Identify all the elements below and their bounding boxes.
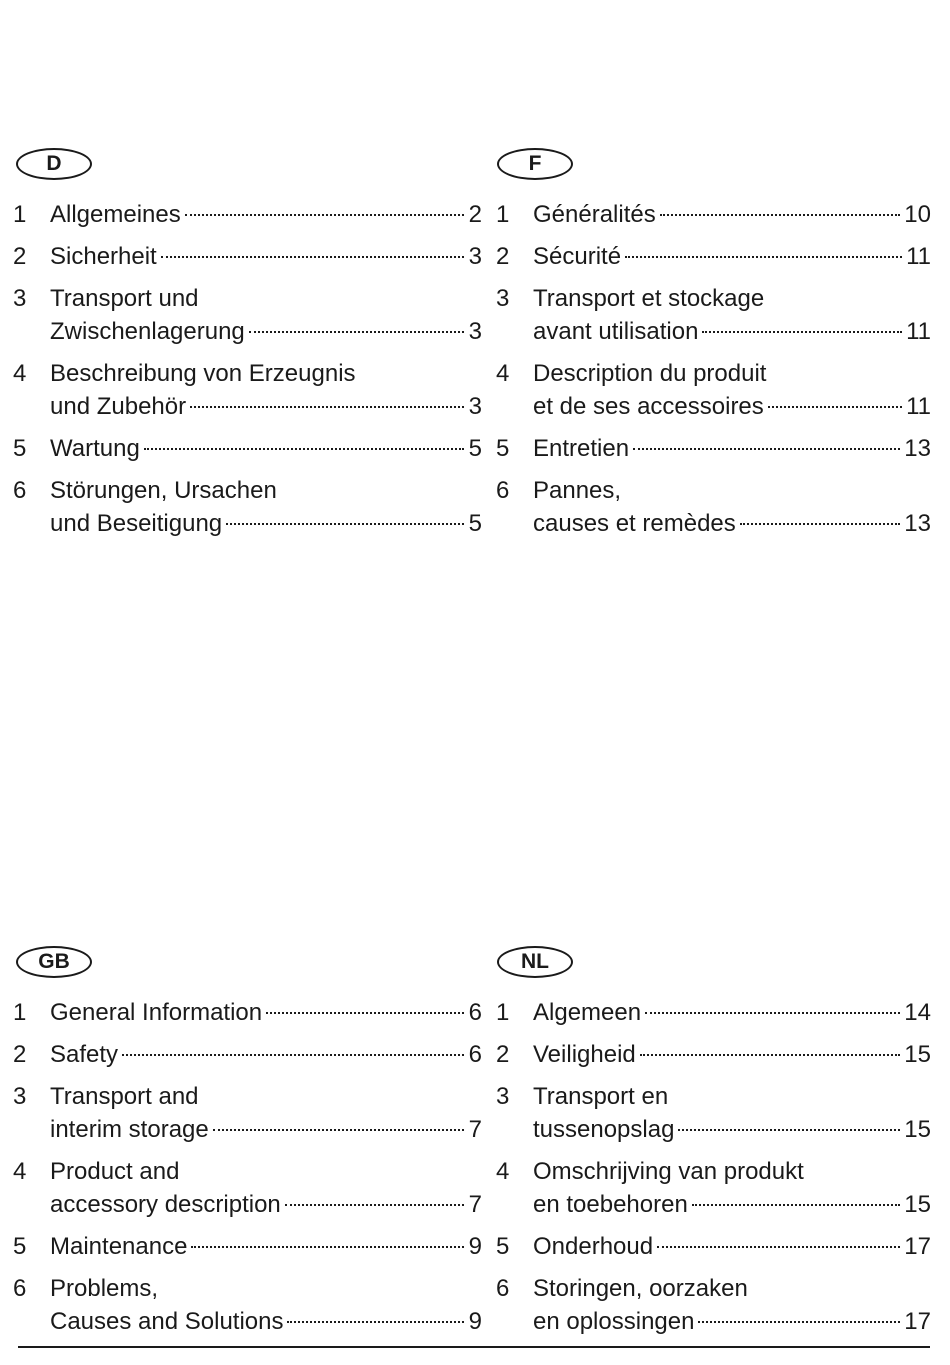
toc-entry (13, 1272, 482, 1338)
toc-entry-line (533, 1230, 931, 1263)
toc-entry-line (533, 240, 931, 273)
toc-entry-number: 5 (13, 1233, 27, 1260)
dot-leader (191, 1245, 464, 1248)
language-badge-gb: GB (16, 946, 92, 978)
toc-entry-line (533, 1113, 931, 1146)
toc-page-number: 6 (468, 999, 482, 1026)
toc-entry-title: Algemeen (533, 999, 642, 1026)
toc-page-number: 15 (904, 1116, 931, 1143)
toc-entry-number: 6 (496, 477, 510, 504)
language-badge-f: F (497, 148, 573, 180)
toc-entry-line (533, 1305, 931, 1338)
toc-entry-title: Transport and (50, 1083, 199, 1110)
toc-entry-title: en oplossingen (533, 1308, 695, 1335)
toc-entry-line (50, 1155, 482, 1188)
toc-entry (496, 357, 931, 423)
toc-entry-line (533, 1038, 931, 1071)
toc-page-number: 11 (906, 318, 931, 345)
toc-entry-line (50, 1113, 482, 1146)
toc-entry-line (50, 1080, 482, 1113)
toc-entry (496, 198, 931, 231)
toc-entry-line (50, 1188, 482, 1221)
toc-entry (13, 474, 482, 540)
dot-leader (692, 1203, 900, 1206)
toc-entry-number: 2 (496, 1041, 510, 1068)
toc-entry (13, 996, 482, 1029)
toc-entry-number: 6 (496, 1275, 510, 1302)
dot-leader (285, 1203, 464, 1206)
bottom-divider (18, 1346, 930, 1348)
toc-entry-line (533, 996, 931, 1029)
dot-leader (226, 522, 464, 525)
toc-page-number: 6 (468, 1041, 482, 1068)
toc-entry-title: accessory description (50, 1191, 281, 1218)
toc-entry-number: 3 (13, 1083, 27, 1110)
dot-leader (640, 1053, 901, 1056)
toc-section-d (13, 148, 482, 549)
toc-entry-title: Sicherheit (50, 243, 157, 270)
toc-entry-title: und Zubehör (50, 393, 187, 420)
toc-entry-title: Omschrijving van produkt (533, 1158, 804, 1185)
dot-leader (660, 213, 901, 216)
toc-entry-title: Transport en (533, 1083, 669, 1110)
toc-entry-line (50, 996, 482, 1029)
toc-page-number: 11 (906, 393, 931, 420)
toc-entry (13, 1080, 482, 1146)
toc-page-number: 14 (904, 999, 931, 1026)
toc-page-number: 13 (904, 435, 931, 462)
toc-entry-number: 5 (496, 1233, 510, 1260)
toc-page-number: 17 (904, 1233, 931, 1260)
toc-page-number: 13 (904, 510, 931, 537)
toc-entry-title: tussenopslag (533, 1116, 675, 1143)
toc-entry-number: 6 (13, 1275, 27, 1302)
toc-entry-title: en toebehoren (533, 1191, 688, 1218)
toc-entry-title: Safety (50, 1041, 119, 1068)
toc-list-nl (496, 996, 931, 1338)
toc-entry-title: General Information (50, 999, 263, 1026)
toc-entry (496, 1272, 931, 1338)
toc-entry-number: 3 (496, 1083, 510, 1110)
dot-leader (213, 1128, 464, 1131)
toc-entry-title: et de ses accessoires (533, 393, 764, 420)
dot-leader (633, 447, 900, 450)
toc-entry (13, 282, 482, 348)
toc-entry-line (533, 474, 931, 507)
toc-entry-number: 5 (496, 435, 510, 462)
language-badge-d: D (16, 148, 92, 180)
toc-page-number: 9 (468, 1233, 482, 1260)
toc-entry-number: 2 (496, 243, 510, 270)
toc-entry-title: Wartung (50, 435, 140, 462)
toc-entry-title: Entretien (533, 435, 630, 462)
toc-entry-number: 5 (13, 435, 27, 462)
dot-leader (702, 330, 902, 333)
toc-entry (13, 1230, 482, 1263)
toc-entry-number: 6 (13, 477, 27, 504)
toc-entry (13, 1038, 482, 1071)
toc-entry-line (533, 1272, 931, 1305)
toc-entry (496, 282, 931, 348)
toc-entry-line (533, 507, 931, 540)
toc-entry-number: 4 (13, 360, 27, 387)
toc-entry (13, 432, 482, 465)
toc-entry (13, 240, 482, 273)
dot-leader (740, 522, 901, 525)
toc-page-number: 10 (904, 201, 931, 228)
toc-page-number: 7 (468, 1116, 482, 1143)
dot-leader (625, 255, 902, 258)
toc-entry-title: Pannes, (533, 477, 622, 504)
toc-entry-number: 2 (13, 1041, 27, 1068)
toc-entry (496, 474, 931, 540)
toc-page-number: 3 (468, 243, 482, 270)
dot-leader (144, 447, 464, 450)
toc-entry-line (533, 282, 931, 315)
toc-entry (496, 1155, 931, 1221)
toc-entry-line (50, 240, 482, 273)
toc-entry-line (50, 1272, 482, 1305)
dot-leader (266, 1011, 464, 1014)
toc-entry-title: Allgemeines (50, 201, 181, 228)
toc-entry-line (50, 1038, 482, 1071)
toc-entry-line (50, 390, 482, 423)
dot-leader (768, 405, 902, 408)
dot-leader (122, 1053, 464, 1056)
dot-leader (161, 255, 464, 258)
toc-entry-title: causes et remèdes (533, 510, 736, 537)
toc-entry-title: Beschreibung von Erzeugnis (50, 360, 356, 387)
toc-entry-number: 1 (496, 999, 510, 1026)
toc-section-f (496, 148, 931, 549)
toc-entry-title: Sécurité (533, 243, 622, 270)
toc-entry-line (533, 1155, 931, 1188)
toc-entry-title: Transport und (50, 285, 199, 312)
toc-list-d (13, 198, 482, 540)
toc-entry-line (50, 1305, 482, 1338)
toc-entry-title: Maintenance (50, 1233, 188, 1260)
toc-page-number: 17 (904, 1308, 931, 1335)
toc-entry-line (533, 315, 931, 348)
toc-entry-title: Veiligheid (533, 1041, 636, 1068)
toc-entry-number: 4 (496, 1158, 510, 1185)
toc-page-number: 11 (906, 243, 931, 270)
toc-entry (13, 357, 482, 423)
toc-entry-title: Généralités (533, 201, 656, 228)
toc-page-number: 5 (468, 435, 482, 462)
toc-entry-number: 1 (13, 999, 27, 1026)
toc-entry-number: 3 (496, 285, 510, 312)
toc-entry-number: 1 (496, 201, 510, 228)
toc-entry-number: 4 (13, 1158, 27, 1185)
toc-entry (496, 240, 931, 273)
toc-entry (13, 1155, 482, 1221)
dot-leader (190, 405, 464, 408)
toc-list-f (496, 198, 931, 540)
toc-page-number: 3 (468, 393, 482, 420)
toc-section-gb (13, 946, 482, 1347)
dot-leader (287, 1320, 464, 1323)
toc-entry-title: Störungen, Ursachen (50, 477, 277, 504)
dot-leader (645, 1011, 900, 1014)
toc-page-number: 5 (468, 510, 482, 537)
dot-leader (678, 1128, 900, 1131)
toc-entry-line (50, 507, 482, 540)
toc-entry-line (50, 357, 482, 390)
dot-leader (657, 1245, 900, 1248)
toc-entry-line (533, 357, 931, 390)
toc-entry-line (50, 432, 482, 465)
toc-entry-title: Storingen, oorzaken (533, 1275, 748, 1302)
toc-entry-line (50, 198, 482, 231)
toc-entry-title: Onderhoud (533, 1233, 654, 1260)
toc-entry-title: Product and (50, 1158, 180, 1185)
toc-entry-title: interim storage (50, 1116, 209, 1143)
toc-entry-number: 1 (13, 201, 27, 228)
toc-entry-number: 2 (13, 243, 27, 270)
toc-entry-line (50, 474, 482, 507)
toc-page-number: 3 (468, 318, 482, 345)
toc-entry-title: Transport et stockage (533, 285, 765, 312)
dot-leader (249, 330, 464, 333)
dot-leader (698, 1320, 900, 1323)
toc-entry-title: Description du produit (533, 360, 767, 387)
toc-entry-title: Problems, (50, 1275, 159, 1302)
toc-entry-line (50, 315, 482, 348)
toc-entry-line (533, 198, 931, 231)
toc-entry-line (50, 282, 482, 315)
toc-page-number: 7 (468, 1191, 482, 1218)
toc-entry-line (533, 390, 931, 423)
toc-entry-number: 3 (13, 285, 27, 312)
toc-entry-title: Causes and Solutions (50, 1308, 284, 1335)
toc-entry (496, 432, 931, 465)
toc-section-nl (496, 946, 931, 1347)
toc-page-number: 15 (904, 1191, 931, 1218)
toc-entry-number: 4 (496, 360, 510, 387)
toc-entry-line (533, 432, 931, 465)
toc-entry (496, 1080, 931, 1146)
toc-entry-title: und Beseitigung (50, 510, 223, 537)
toc-entry (13, 198, 482, 231)
toc-page-number: 2 (468, 201, 482, 228)
toc-list-gb (13, 996, 482, 1338)
language-badge-nl: NL (497, 946, 573, 978)
toc-entry-line (50, 1230, 482, 1263)
toc-entry-line (533, 1080, 931, 1113)
toc-page-number: 9 (468, 1308, 482, 1335)
toc-entry (496, 1230, 931, 1263)
toc-entry-title: avant utilisation (533, 318, 699, 345)
toc-page-number: 15 (904, 1041, 931, 1068)
toc-entry (496, 1038, 931, 1071)
dot-leader (185, 213, 464, 216)
toc-entry-line (533, 1188, 931, 1221)
toc-entry-title: Zwischenlagerung (50, 318, 245, 345)
toc-entry (496, 996, 931, 1029)
